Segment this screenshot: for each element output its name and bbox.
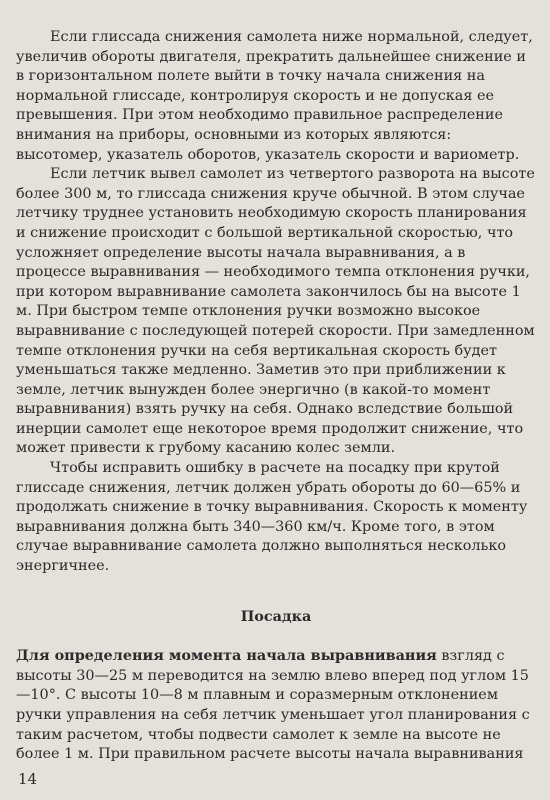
page-number: 14 <box>18 770 38 788</box>
paragraph-error-correction: Чтобы исправить ошибку в расчете на посадку при крутой глиссаде снижения, летчик должен убрать обороты до 60—65% и продолжать снижение в точку выравнивания. Скорость к моменту выравнивания должна быть 340—360 км/ч. Кроме того, в этом случае выравнивание самолета должно выполняться несколько энергичнее. <box>16 460 528 575</box>
section-heading: Посадка <box>240 607 312 625</box>
run-in-heading: Для определения момента начала выравнивания <box>16 647 437 665</box>
landing-body-text: взгляд с высоты 30—25 м переводится на землю влево вперед под углом 15—10°. С высоты 10—8 м плавным и соразмерным отклонением ручки управления на себя летчик уменьшает угол планирования с таким расчетом, чтобы подвести самолет к земле на высоте не более 1 м. При правильном расчете высоты начала выравнивания <box>16 648 530 763</box>
paragraph-low-glide-path: Если глиссада снижения самолета ниже нормальной, следует, увеличив обороты двигателя, прекратить дальнейшее снижение и в горизонтальном полете выйти в точку начала снижения на нормальной глиссаде, контролируя скорость и не допуская ее превышения. При этом необходимо правильное распределение внимания на приборы, основными из которых являются: высотомер, указатель оборотов, указатель скорости и вариометр. <box>16 29 533 163</box>
text-column <box>16 28 536 765</box>
paragraph-steep-glide-path: Если летчик вывел самолет из четвертого разворота на высоте более 300 м, то глиссада снижения круче обычной. В этом случае летчику труднее установить необходимую скорость планирования и снижение происходит с большой вертикальной скоростью, что усложняет определение высоты начала выравнивания, а в процессе выравнивания — необходимого темпа отклонения ручки, при котором выравнивание самолета закончилось бы на высоте 1 м. При быстром темпе отклонения ручки возможно высокое выравнивание с последующей потерей скорости. При замедленном темпе отклонения ручки на себя вертикальная скорость будет уменьшаться также медленно. Заметив это при приближении к земле, летчик вынужден более энергично (в какой-то момент выравнивания) взять ручку на себя. Однако вследствие большой инерции самолет еще некоторое время продолжит снижение, что может привести к грубому касанию колес земли. <box>16 166 535 457</box>
paragraph-landing <box>16 646 536 765</box>
